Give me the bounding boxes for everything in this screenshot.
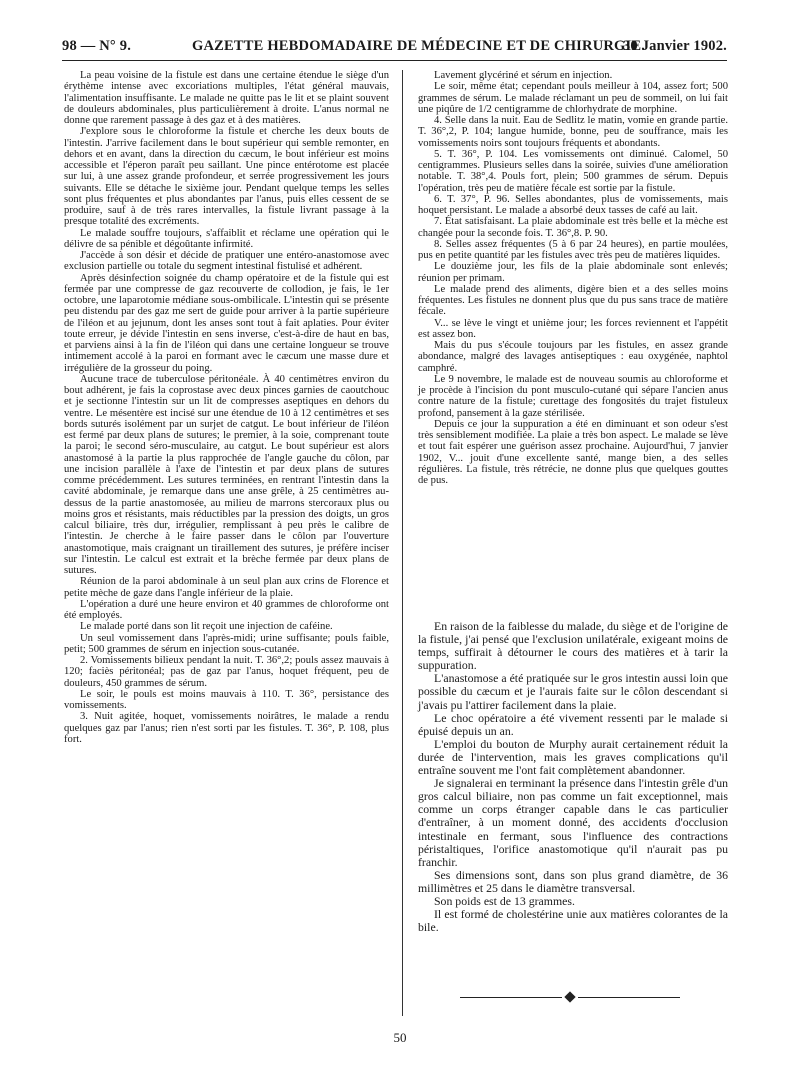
paragraph: Le soir, le pouls est moins mauvais à 110. T. 36°, persistance des vomissements. <box>64 688 389 711</box>
journal-title: GAZETTE HEBDOMADAIRE DE MÉDECINE ET DE CHIRURGIE. <box>192 38 646 54</box>
paragraph: Aucune trace de tuberculose péritonéale. À 40 centimètres environ du bout adhérent, je fais la coprostase avec deux pinces garnies de caoutchouc et je sectionne l'intestin sur un lit de compresses aseptiques en dehors du ventre. Le mésentère est incisé sur une étendue de 10 à 12 centimètres et ses bords suturés isolément par un surjet de catgut. Le bout inférieur de l'iléon est fermé par deux plans de sutures; le premier, à la soie, comprenant toute la paroi; le second séro-musculaire, au catgut. Le bout supérieur est alors anastomosé à la partie la plus rapprochée de l'angle gauche du côlon, par une incision parallèle à l'axe de l'intestin et par deux plans de sutures comme précédemment. Les sutures terminées, en rentrant l'intestin dans la cavité abdominale, je remarque dans une anse grêle, à 25 centimètres au-dessus de la partie anastomosée, au milieu de marrons stercoraux plus ou moins gros et résistants, mais réductibles par la pression des doigts, un gros calcul biliaire, très dur, irrégulier, remplissant à peu près le calibre de l'intestin. Je cherche à le faire passer dans le côlon par l'ouverture anastomotique, mais craignant un tiraillement des sutures, je préfère inciser sur l'intestin. Le calcul est extrait et la brèche fermée par deux plans de sutures. <box>64 373 389 576</box>
paragraph: Le malade prend des aliments, digère bien et a des selles moins fréquentes. Les fistules ne donnent plus que du pus sans trace de matière fécale. <box>418 283 728 318</box>
paragraph: J'explore sous le chloroforme la fistule et cherche les deux bouts de l'intestin. J'arrive facilement dans le bout supérieur qui semble remonter, en dehors et en avant, dans la direction du cæcum, le bout inférieur est moins accessible et l'éperon paraît peu saillant. Une pince entérotome est placée sur lui, à une assez grande profondeur, et serrée progressivement les jours suivants. Elle se détache le sixième jour. Pendant quelque temps les selles sont plus fréquentes et plus abondantes par l'anus, puis elles cessent de se produire, sauf à de très rares intervalles, la fistule livrant passage à la presque totalité des excréments. <box>64 126 389 228</box>
issue-date: 30 Janvier 1902. <box>622 38 727 54</box>
paragraph: Le soir, même état; cependant pouls meilleur à 104, assez fort; 500 grammes de sérum. Le malade réclamant un peu de sommeil, on lui fait une piqûre de 1/2 centigramme de chlorhydrate de morphine. <box>418 81 728 115</box>
paragraph: V... se lève le vingt et unième jour; les forces reviennent et l'appétit est assez bon. <box>418 317 728 340</box>
paragraph: L'emploi du bouton de Murphy aurait certainement réduit la durée de l'intervention, mais les graves complications qu'il entraîne souvent me l'ont fait complètement abandonner. <box>418 736 728 778</box>
paragraph: 7. État satisfaisant. La plaie abdominale est très belle et la mèche est changée pour la seconde fois. T. 36°,8. P. 90. <box>418 216 728 239</box>
paragraph: Le malade porté dans son lit reçoit une injection de caféine. <box>80 621 333 633</box>
paragraph: Le choc opératoire a été vivement ressenti par le malade si épuisé depuis un an. <box>418 710 728 738</box>
left-column <box>64 70 389 745</box>
paragraph: Je signalerai en terminant la présence dans l'intestin grêle d'un gros calcul biliaire, non pas comme un fait exceptionnel, mais comme un corps étranger capable dans le cas particulier d'entraîner, à un moment donné, des accidents d'occlusion intestinale en fermant, sous l'influence des contractions péristaltiques, l'orifice anastomotique qu'il n'aurait pas pu franchir. <box>418 776 728 869</box>
paragraph: Après désinfection soignée du champ opératoire et de la fistule qui est fermée par une compresse de gaz recouverte de collodion, je fais, le 1er octobre, une laparotomie médiane sous-ombilicale. L'intestin qui se présente peu distendu par des gaz me sert de guide pour arriver à la partie supérieure de l'iléon et au jejunum, dont les anses sont tout à fait aplaties. Pour éviter toute erreur, je dévide l'intestin en sens inverse, c'est-à-dire de haut en bas, et parviens ainsi à la fin de l'iléon qui dans une certaine longueur se trouve intimement accolé à la paroi en formant avec le cæcum une masse dure et irrégulière de la grosseur du poing. <box>64 272 389 374</box>
diamond-icon <box>564 991 575 1002</box>
paragraph: Réunion de la paroi abdominale à un seul plan aux crins de Florence et petite mèche de gaze dans l'angle inférieur de la plaie. <box>64 576 389 599</box>
paragraph: Il est formé de cholestérine unie aux matières colorantes de la bile. <box>418 907 728 935</box>
paragraph: Le 9 novembre, le malade est de nouveau soumis au chloroforme et je procède à l'incision du pont musculo-cutané qui sépare l'ancien anus contre nature de la fistule; curettage des fongosités du trajet fistuleux profond, pansement à la gaze stérilisée. <box>418 373 728 419</box>
paragraph: 6. T. 37°, P. 96. Selles abondantes, plus de vomissements, mais hoquet persistant. Le malade a absorbé deux tasses de café au lait. <box>418 193 728 216</box>
paragraph: Le douzième jour, les fils de la plaie abdominale sont enlevés; réunion per primam. <box>418 261 728 284</box>
paragraph: En raison de la faiblesse du malade, du siège et de l'origine de la fistule, j'ai pensé que l'exclusion unilatérale, exigeant moins de temps, suffirait à détourner le cours des matières et à tarir la suppuration. <box>418 619 728 673</box>
paragraph: 5. T. 36°, P. 104. Les vomissements ont diminué. Calomel, 50 centigrammes. Plusieurs selles dans la soirée, suivies d'une amélioration notable. T. 38°,4. Pouls fort, plein; 500 grammes de sérum. Depuis l'opération, très peu de matière fécale est sortie par la fistule. <box>418 148 728 194</box>
running-header <box>62 36 727 58</box>
column-divider <box>402 70 403 1016</box>
paragraph: 2. Vomissements bilieux pendant la nuit. T. 36°,2; pouls assez mauvais à 120; faciès péritonéal; pas de gaz par l'anus, hoquet fréquent, peu de douleurs, 450 grammes de sérum. <box>64 655 389 689</box>
end-of-article-ornament <box>460 992 680 1004</box>
header-rule <box>62 60 727 61</box>
paragraph: 8. Selles assez fréquentes (5 à 6 par 24 heures), en partie moulées, pus en petite quantité par les fistules avec très peu de matières liquides. <box>418 238 728 261</box>
paragraph: L'opération a duré une heure environ et 40 grammes de chloroforme ont été employés. <box>64 598 389 621</box>
paragraph: L'anastomose a été pratiquée sur le gros intestin aussi loin que possible du cæcum et je l'aurais faite sur le côlon descendant si j'avais pu l'attirer facilement dans la plaie. <box>418 671 728 712</box>
paragraph: Son poids est de 13 grammes. <box>434 893 575 908</box>
right-column-lower <box>418 620 728 934</box>
paragraph: Lavement glycériné et sérum en injection. <box>434 70 613 81</box>
paragraph: 4. Selle dans la nuit. Eau de Sedlitz le matin, vomie en grande partie. T. 36°,2, P. 104; langue humide, bonne, peu de souffrance, mais les vomissements noirs sont toujours fréquents et abondants. <box>418 115 728 149</box>
ornament-rule <box>460 997 562 998</box>
paragraph: La peau voisine de la fistule est dans une certaine étendue le siège d'un érythème intense avec excoriations multiples, l'état général mauvais, l'alimentation insuffisante. Le malade ne quitte pas le lit et se plaint souvent de douleurs abdominales, plus particulièrement à droite. L'anus normal ne donne que rarement passage à des gaz et à des matières. <box>64 70 389 126</box>
paragraph: Un seul vomissement dans l'après-midi; urine suffisante; pouls faible, petit; 500 grammes de sérum en injection sous-cutanée. <box>64 632 389 655</box>
page-number: 50 <box>393 1030 407 1045</box>
paragraph: Mais du pus s'écoule toujours par les fistules, en assez grande abondance, malgré des lavages antiseptiques : eau oxygénée, naphtol camphré. <box>418 340 728 374</box>
paragraph: Ses dimensions sont, dans son plus grand diamètre, de 36 millimètres et 25 dans le diamètre transversal. <box>418 867 728 895</box>
paragraph: Le malade souffre toujours, s'affaiblit et réclame une opération qui le délivre de sa pénible et dégoûtante infirmité. <box>64 227 389 250</box>
paragraph: 3. Nuit agitée, hoquet, vomissements noirâtres, le malade a rendu quelques gaz par l'anus; rien n'est sorti par les fistules. T. 36°, P. 108, plus fort. <box>64 711 389 745</box>
paragraph: J'accède à son désir et décide de pratiquer une entéro-anastomose avec exclusion partielle ou totale du segment intestinal fistulisé et adhérent. <box>64 250 389 273</box>
right-column-upper <box>418 70 728 486</box>
page-reference: 98 — N° 9. <box>62 38 132 54</box>
ornament-rule <box>578 997 680 998</box>
paragraph: Depuis ce jour la suppuration a été en diminuant et son odeur s'est très sensiblement modifiée. La plaie a très bon aspect. Le malade se lève et tout fait espérer une guérison assez prochaine. Aujourd'hui, 7 janvier 1902, V... jouit d'une excellente santé, mange bien, a des selles régulières. La fistule, très rétrécie, ne donne plus que quelques gouttes de pus. <box>418 418 728 486</box>
